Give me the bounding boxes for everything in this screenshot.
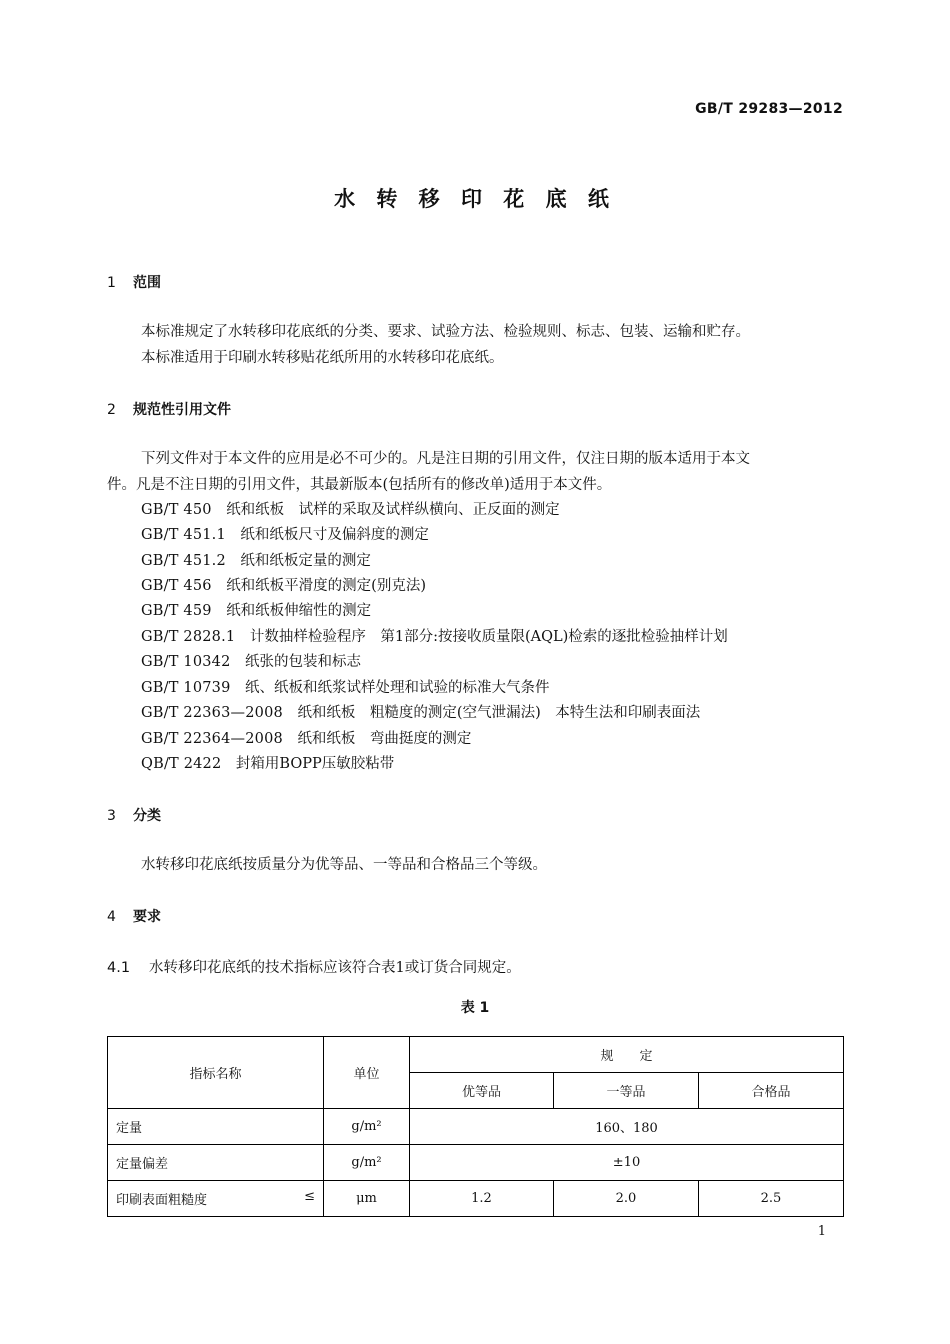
- row-value-superior: 1.2: [410, 1181, 554, 1217]
- reference-title: 纸和纸板 试样的采取及试样纵横向、正反面的测定: [226, 502, 560, 518]
- reference-code: GB/T 10342: [141, 654, 231, 670]
- normative-reference: [141, 523, 429, 544]
- normative-reference: [141, 625, 728, 646]
- section-number: 4: [107, 909, 116, 925]
- normative-reference: [141, 752, 394, 773]
- section-title: 要求: [133, 909, 161, 925]
- row-value-first: 2.0: [554, 1181, 699, 1217]
- normative-reference: [141, 549, 371, 570]
- classification-paragraph: 水转移印花底纸按质量分为优等品、一等品和合格品三个等级。: [141, 857, 547, 873]
- refs-intro-line-2: 件。凡是不注日期的引用文件，其最新版本(包括所有的修改单)适用于本文件。: [107, 477, 612, 493]
- normative-reference: [141, 676, 550, 697]
- section-2-heading: [107, 399, 231, 419]
- reference-code: GB/T 22363—2008: [141, 705, 283, 721]
- specification-table: [107, 1036, 844, 1217]
- section-1-heading: [107, 272, 161, 292]
- clause-4-1: [107, 956, 521, 977]
- reference-code: GB/T 450: [141, 502, 212, 518]
- normative-reference: [141, 701, 700, 722]
- clause-number: 4.1: [107, 960, 131, 976]
- reference-title: 封箱用BOPP压敏胶粘带: [235, 756, 395, 772]
- section-3-heading: [107, 805, 161, 825]
- reference-code: GB/T 2828.1: [141, 629, 236, 645]
- reference-title: 纸、纸板和纸浆试样处理和试验的标准大气条件: [245, 680, 550, 696]
- header-specification: 规 定: [410, 1037, 844, 1073]
- reference-code: GB/T 22364—2008: [141, 731, 283, 747]
- reference-title: 纸张的包装和标志: [245, 654, 362, 670]
- row-indicator-name: 定量偏差: [108, 1145, 324, 1181]
- clause-text: 水转移印花底纸的技术指标应该符合表1或订货合同规定。: [149, 960, 521, 976]
- table-row: [108, 1109, 844, 1145]
- row-unit: g/m²: [324, 1109, 410, 1145]
- normative-reference: [141, 574, 426, 595]
- reference-title: 纸和纸板定量的测定: [240, 553, 371, 569]
- table-caption: 表 1: [460, 1000, 490, 1016]
- page-number: 1: [817, 1224, 826, 1239]
- scope-paragraph-1: 本标准规定了水转移印花底纸的分类、要求、试验方法、检验规则、标志、包装、运输和贮存。: [141, 324, 750, 340]
- normative-reference: [141, 727, 471, 748]
- row-indicator-name: 印刷表面粗糙度: [116, 1193, 208, 1208]
- reference-code: GB/T 459: [141, 603, 212, 619]
- normative-reference: [141, 498, 560, 519]
- reference-code: GB/T 10739: [141, 680, 231, 696]
- table-row: [108, 1181, 844, 1217]
- scope-paragraph-2: 本标准适用于印刷水转移贴花纸所用的水转移印花底纸。: [141, 350, 504, 366]
- header-unit: 单位: [324, 1037, 410, 1109]
- header-indicator-name: 指标名称: [108, 1037, 324, 1109]
- section-title: 范围: [133, 275, 161, 291]
- header-grade-superior: 优等品: [410, 1073, 554, 1109]
- row-value-qualified: 2.5: [699, 1181, 844, 1217]
- table-row: [108, 1145, 844, 1181]
- section-number: 2: [107, 402, 116, 418]
- header-grade-first: 一等品: [554, 1073, 699, 1109]
- reference-title: 纸和纸板伸缩性的测定: [226, 603, 372, 619]
- section-title: 分类: [133, 808, 161, 824]
- reference-title: 计数抽样检验程序 第1部分:按接收质量限(AQL)检索的逐批检验抽样计划: [249, 629, 728, 645]
- reference-code: GB/T 456: [141, 578, 212, 594]
- row-merged-value: 160、180: [410, 1109, 844, 1145]
- reference-code: QB/T 2422: [141, 756, 222, 772]
- row-indicator-name: 定量: [108, 1109, 324, 1145]
- row-unit: g/m²: [324, 1145, 410, 1181]
- header-grade-qualified: 合格品: [699, 1073, 844, 1109]
- normative-reference: [141, 599, 371, 620]
- standard-code: GB/T 29283—2012: [695, 101, 843, 117]
- reference-code: GB/T 451.2: [141, 553, 226, 569]
- section-title: 规范性引用文件: [133, 402, 231, 418]
- comparison-sign: ≤: [304, 1189, 315, 1204]
- row-unit: μm: [324, 1181, 410, 1217]
- section-4-heading: [107, 906, 161, 926]
- normative-reference: [141, 650, 361, 671]
- row-indicator-cell: [108, 1181, 324, 1217]
- reference-title: 纸和纸板 弯曲挺度的测定: [297, 731, 472, 747]
- refs-intro-line-1: 下列文件对于本文件的应用是必不可少的。凡是注日期的引用文件，仅注日期的版本适用于本文: [141, 451, 750, 467]
- reference-code: GB/T 451.1: [141, 527, 226, 543]
- row-merged-value: ±10: [410, 1145, 844, 1181]
- reference-title: 纸和纸板平滑度的测定(别克法): [226, 578, 427, 594]
- section-number: 1: [107, 275, 116, 291]
- section-number: 3: [107, 808, 116, 824]
- reference-title: 纸和纸板 粗糙度的测定(空气泄漏法) 本特生法和印刷表面法: [297, 705, 701, 721]
- reference-title: 纸和纸板尺寸及偏斜度的测定: [240, 527, 429, 543]
- document-title: 水 转 移 印 花 底 纸: [334, 187, 616, 211]
